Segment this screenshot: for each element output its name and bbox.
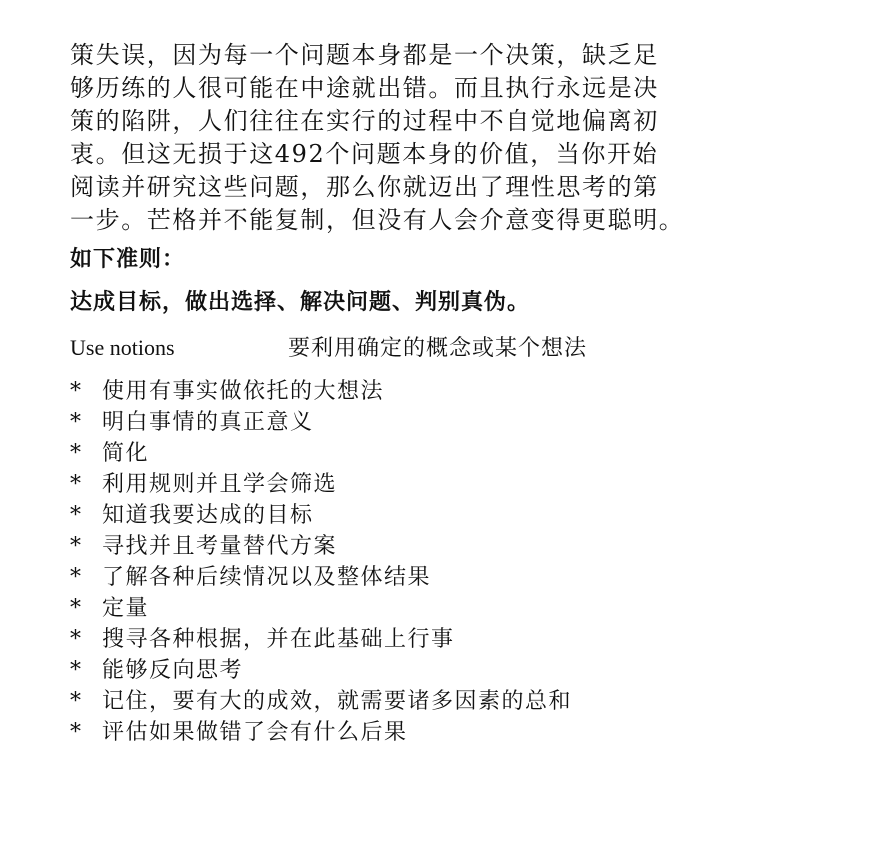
list-item-text: 简化 bbox=[102, 441, 150, 466]
section-heading: 如下准则： bbox=[70, 246, 186, 272]
list-item bbox=[70, 593, 149, 624]
paragraph-line: 策失误，因为每一个问题本身都是一个决策，缺乏足 bbox=[70, 41, 659, 69]
bullet-marker: * bbox=[70, 503, 83, 528]
list-item bbox=[70, 531, 337, 562]
bullet-marker: * bbox=[70, 472, 83, 497]
list-item bbox=[70, 469, 337, 500]
bullet-marker: * bbox=[70, 658, 83, 683]
list-item-text: 使用有事实做依托的大想法 bbox=[102, 379, 385, 404]
bullet-marker: * bbox=[70, 534, 83, 559]
paragraph-line: 衷。但这无损于这492个问题本身的价值，当你开始 bbox=[70, 140, 659, 168]
bullet-marker: * bbox=[70, 627, 83, 652]
list-item-text: 搜寻各种根据，并在此基础上行事 bbox=[102, 627, 455, 652]
bullet-marker: * bbox=[70, 596, 83, 621]
list-item bbox=[70, 500, 314, 531]
list-item-text: 明白事情的真正意义 bbox=[102, 410, 314, 435]
paragraph-line: 一步。芒格并不能复制，但没有人会介意变得更聪明。 bbox=[70, 206, 685, 234]
list-item-text: 了解各种后续情况以及整体结果 bbox=[102, 565, 432, 590]
list-item bbox=[70, 624, 455, 655]
section-subheading: 达成目标，做出选择、解决问题、判别真伪。 bbox=[70, 289, 531, 315]
bullet-marker: * bbox=[70, 720, 83, 745]
paragraph-line: 策的陷阱，人们往往在实行的过程中不自觉地偏离初 bbox=[70, 107, 659, 135]
list-item-text: 记住，要有大的成效，就需要诸多因素的总和 bbox=[102, 689, 573, 714]
list-item-text: 定量 bbox=[102, 596, 150, 621]
list-item-text: 寻找并且考量替代方案 bbox=[102, 534, 338, 559]
bullet-marker: * bbox=[70, 441, 83, 466]
bullet-marker: * bbox=[70, 689, 83, 714]
list-item bbox=[70, 562, 431, 593]
notion-definition-row bbox=[70, 333, 587, 364]
list-item bbox=[70, 717, 408, 748]
notion-definition: 要利用确定的概念或某个想法 bbox=[288, 336, 588, 361]
list-item-text: 知道我要达成的目标 bbox=[102, 503, 314, 528]
paragraph-line: 够历练的人很可能在中途就出错。而且执行永远是决 bbox=[70, 74, 659, 102]
list-item-text: 利用规则并且学会筛选 bbox=[102, 472, 338, 497]
bullet-marker: * bbox=[70, 565, 83, 590]
list-item-text: 能够反向思考 bbox=[102, 658, 244, 683]
bullet-marker: * bbox=[70, 410, 83, 435]
notion-term: Use notions bbox=[70, 335, 175, 360]
paragraph-line: 阅读并研究这些问题，那么你就迈出了理性思考的第 bbox=[70, 173, 659, 201]
list-item bbox=[70, 655, 243, 686]
list-item bbox=[70, 686, 572, 717]
list-item-text: 评估如果做错了会有什么后果 bbox=[102, 720, 408, 745]
bullet-marker: * bbox=[70, 379, 83, 404]
list-item bbox=[70, 438, 149, 469]
list-item bbox=[70, 407, 314, 438]
list-item bbox=[70, 376, 384, 407]
